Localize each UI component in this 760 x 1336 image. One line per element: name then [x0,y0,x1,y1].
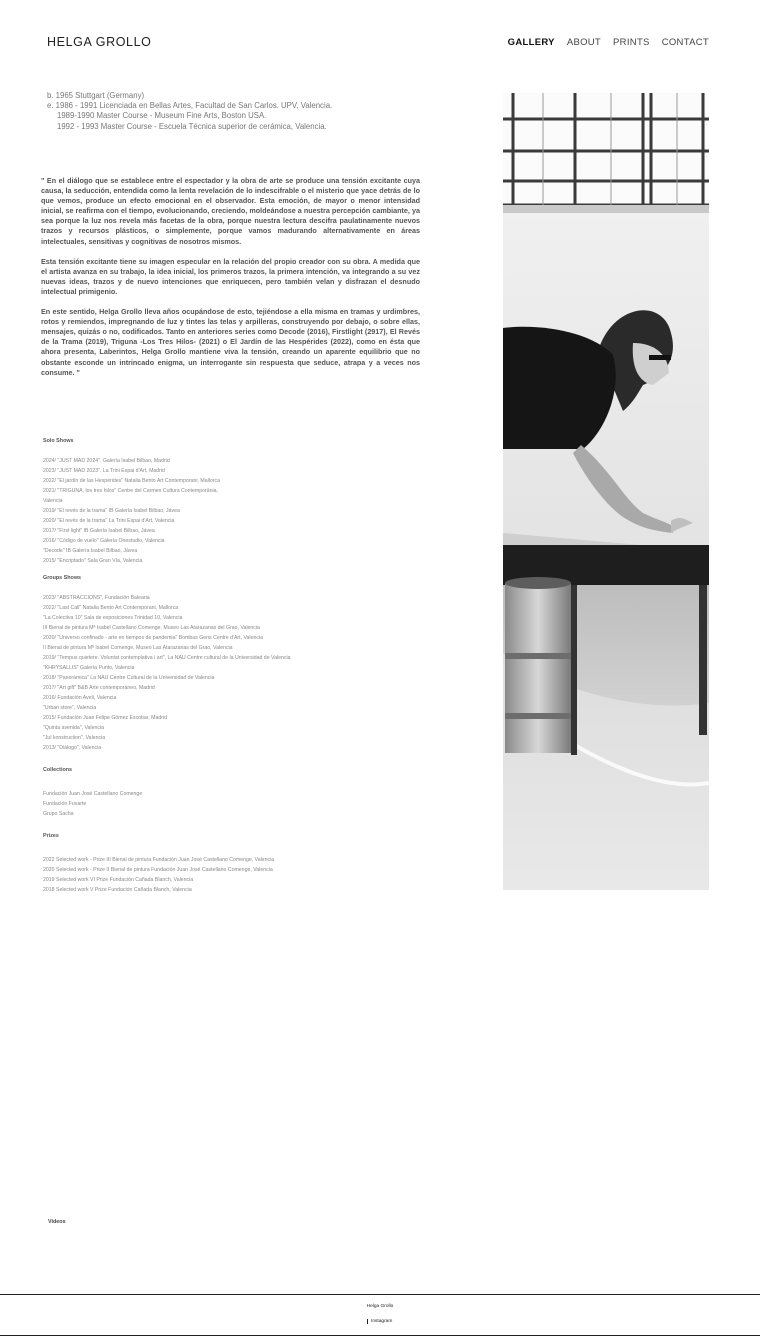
prizes-section [43,831,274,895]
artist-photo-illustration [503,93,709,890]
statement-paragraph: En este sentido, Helga Grollo lleva años ocupándose de esto, tejiéndose a ella misma en tramas y urdimbres, rotos y remiendos, impregnando de luz y tintes las telas y arpilleras, construyendo por debajo, o sobre ellas, mensajes, quizás o no, codificados. Tanto en anteriores series como Decode (2016), Firstlight (2917), El Revés de la Trama (2019), Triguna -Los Tres Hilos- (2021) o El Jardín de las Hespérides (2022), como en ésta que ahora presenta, Laberintos, Helga Grollo mantiene viva la tensión, creando un aparente equilibrio que no obstante esconde un intrincado enigma, un interrogante sin respuesta que seduce, atrapa y a veces nos consume. " [41,307,420,377]
bio-line: 1992 - 1993 Master Course - Escuela Técnica superior de cerámica, Valencia. [57,121,327,131]
statement-paragraph: " En el diálogo que se establece entre el espectador y la obra de arte se produce una tensión excitante cuya causa, la seducción, entendida como la lenta revelación de lo indescifrable o el misterio que yace detrás de lo que vemos, produce un efecto emocional en el observador. Esta emoción, de mayor o menor intensidad inicial, se reafirma con el tiempo, evolucionando, creciendo, moldeándose a nuestra percepción cambiante, ya sea porque la luz nos revela más facetas de la obra, porque nuestra lectura descifra paulatinamente nuevos trazos y recursos plásticos, o simplemente, porque vamos madurando alternativamente en áreas intelectuales, sensitivas y cognitivas de nosotros mismos. [41,176,420,246]
artist-photo [503,93,709,890]
nav-gallery[interactable]: GALLERY [507,37,555,48]
footer-name: Helga Grollo [366,1304,394,1309]
list-item: "Urban store", Valencia [43,705,97,711]
list-item: 2013/ "Diálogo", Valencia [43,745,102,751]
nav-about[interactable]: ABOUT [566,37,602,48]
solo-shows-section [43,436,220,566]
list-item: 2020/ "Universo confinado - arte en tiempos de pandemia" Bombas Gens Centre d'Art, Valencia [43,635,263,641]
list-item: 2016/ "Código de vuelo" Galería Onestudio, Valencia [43,538,165,544]
list-item: 2022 Selected work - Prize III Bienal de pintura Fundación Juan José Castellano Comenge, Valencia [43,857,275,863]
list-item: 2024/ "JUST MAD 2024". Galería Isabel Bilbao, Madrid [43,458,170,464]
list-item: "Jul konstruction", Valencia [43,735,106,741]
list-item: 2019 Selected work VI Prize Fundación Cañada Blanch, Valencia [43,877,194,883]
group-shows-list [43,593,291,753]
list-item: 2018 Selected work V Prize Fundación Cañada Blanch, Valencia [43,887,192,893]
list-item: 2021/ "TRIGUNA, los tres hilos" Centre del Carmen Cultura Contemporània, [43,488,218,494]
list-item: 2017/ "Art gift" B&B Arte contemporáneo, Madrid [43,685,155,691]
section-heading: Collections [43,767,73,773]
instagram-link[interactable]: Instagram [367,1319,392,1324]
list-item: 2019/ "El revés de la trama" IB Galería Isabel Bilbao, Jávea [43,508,180,514]
list-item: Fundación Juan José Castellano Comenge [43,791,143,797]
list-item: "Decode" IB Galería Isabel Bilbao, Jávea [43,548,138,554]
list-item: 2018/ "Panorámica" La NAU Centre Cultural de la Universidad de Valencia [43,675,215,681]
list-item: 2023/ "ABSTRACCIONS", Fundación Balearia [43,595,150,601]
list-item: "La Colectiva 10" Sala de exposiciones Trinidad 10, Valencia [43,615,183,621]
list-item: 2020/ "El revés de la trama" La Trini Espai d'Art, Valencia [43,518,175,524]
list-item: Valencia [43,498,63,504]
prizes-list [43,855,274,895]
list-item: 2015/ "Encriptado" Sala Gran Vía, Valencia [43,558,143,564]
list-item: 2023/ "JUST MAD 2023". La Trini Espai d'Art, Madrid [43,468,165,474]
list-item: Grupo Sacha [43,811,74,817]
list-item: 2016/ Fundación Aveli, Valencia [43,695,117,701]
videos-heading: Videos [48,1219,66,1225]
artist-statement [41,176,420,388]
list-item: 2019/ "Tempus quietere. Voluntat contemplativa i art", La NAU Centre cultural de la Universidad de Valencia [43,655,291,661]
list-item: 2022/ "El jardín de las Hespérides" Natalia Bento Art Contemporani, Mallorca [43,478,220,484]
section-heading: Solo Shows [43,438,74,444]
section-heading: Prizes [43,833,59,839]
list-item: 2022/ "Last Call" Natalia Bento Art Contemporani, Mallorca [43,605,179,611]
site-footer [0,1294,760,1336]
statement-paragraph: Esta tensión excitante tiene su imagen especular en la relación del propio creador con su obra. A medida que el artista avanza en su trabajo, la idea inicial, los primeros trazos, la primera intención, va integrando a su vez nuevas ideas, trazos y de nuevo intenciones que enriquecen, pero también velan y disfrazan el desnudo intelectual primigenio. [41,256,420,296]
collections-section [43,765,142,819]
bio-line: b. 1965 Stuttgart (Germany) [47,91,145,100]
list-item: 2020 Selected work - Prize II Bienal de pintura Fundación Juan José Castellano Comenge, Valencia [43,867,273,873]
nav-contact[interactable]: CONTACT [661,37,709,48]
list-item: 2017/ "First light" IB Galería Isabel Bilbao, Jávea [43,528,155,534]
list-item: Fundación Fuvarte [43,801,87,807]
list-item: 2015/ Fundación Juan Felipe Gómez Escobar, Madrid [43,715,167,721]
list-item: III Bienal de pintura Mª Isabel Castellano Comenge, Museo Las Atarazanas del Grao, Valencia [43,625,260,631]
bio-line: e. 1986 - 1991 Licenciada en Bellas Artes, Facultad de San Carlos. UPV, Valencia. [47,101,333,111]
solo-shows-list [43,456,220,566]
bio-line: 1989-1990 Master Course - Museum Fine Arts, Boston USA. [57,111,267,121]
list-item: "KHRYSALLIS" Galería Punto, Valencia [43,665,135,671]
bio-block [47,91,332,132]
group-shows-section [43,573,291,753]
main-nav [508,37,709,48]
list-item: "Quinta avenida", Valencia [43,725,104,731]
nav-prints[interactable]: PRINTS [613,37,650,48]
site-title[interactable]: HELGA GROLLO [47,35,152,49]
section-heading: Groups Shows [43,575,82,581]
list-item: II Bienal de pintura Mª Isabel Comenge, Museo Las Atarazanas del Grao, Valencia [43,645,233,651]
collections-list [43,789,142,819]
